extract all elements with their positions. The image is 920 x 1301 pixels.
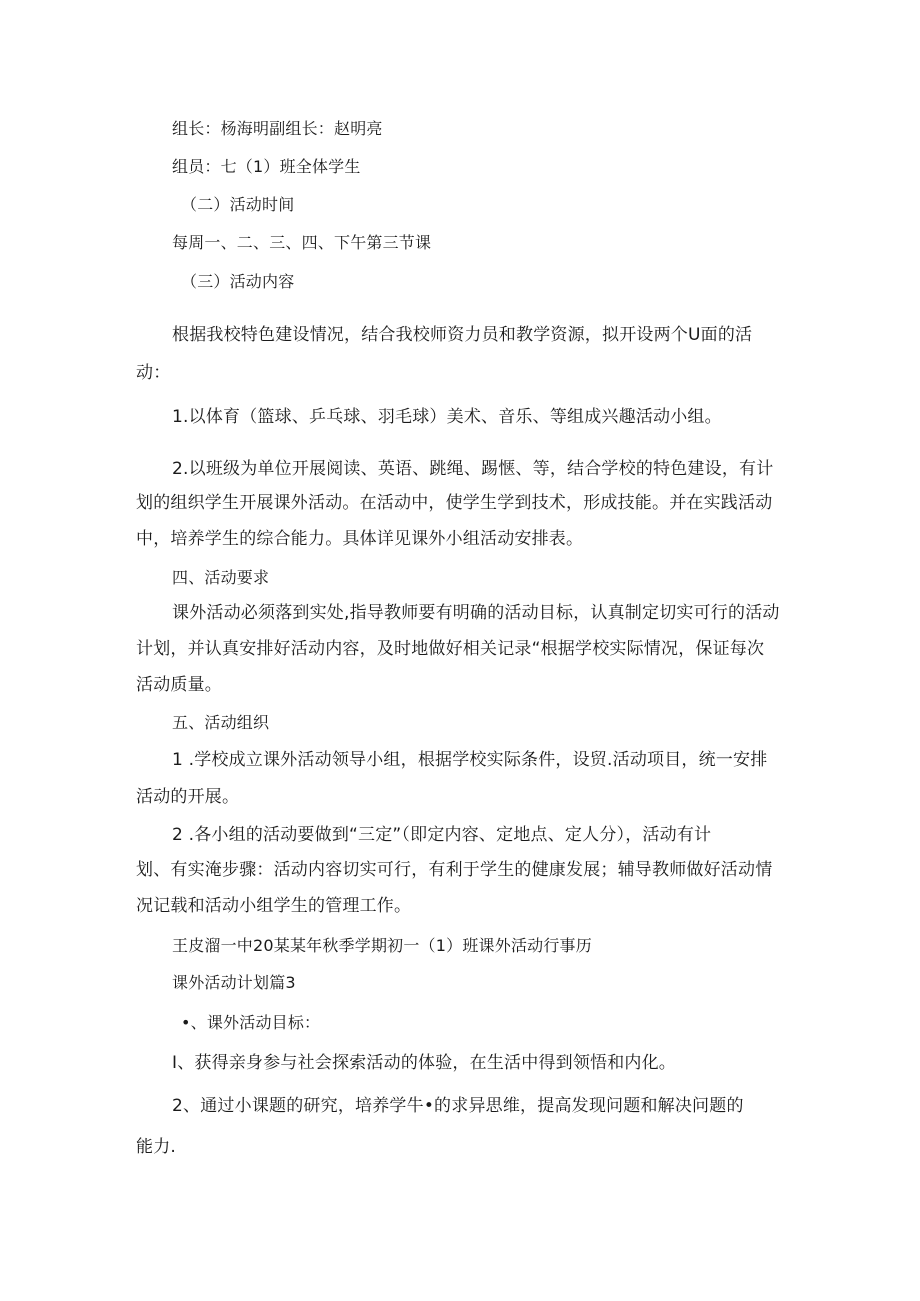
section-heading-requirements: 四、活动要求 bbox=[172, 568, 270, 587]
list-item-1: 1 .学校成立课外活动领导小组，根据学校实际条件，设贸.活动项目，统一安排 bbox=[172, 750, 768, 770]
list-item-1: I、获得亲身参与社会探索活动的体验，在生活中得到领悟和内化。 bbox=[172, 1053, 677, 1073]
list-item-1: 1.以体育（篮球、乒乓球、羽毛球）美术、音乐、等组成兴趣活动小组。 bbox=[172, 407, 722, 427]
paragraph-line: 划、有实淹步骤：活动内容切实可行，有利于学生的健康发展；辅导教师做好活动情 bbox=[136, 860, 773, 880]
paragraph-line: 况记载和活动小组学生的管理工作。 bbox=[136, 896, 412, 916]
paragraph-line: 活动的开展。 bbox=[136, 787, 240, 807]
activity-time-line: 每周一、二、三、四、下午第三节课 bbox=[172, 233, 432, 252]
paragraph-line: 活动质量。 bbox=[136, 675, 222, 695]
section-heading-organization: 五、活动组织 bbox=[172, 713, 270, 732]
paragraph-line: 计划，并认真安排好活动内容，及时地做好相关记录“根据学校实际情况，保证每次 bbox=[136, 639, 765, 659]
section-heading-activity-time: （二）活动时间 bbox=[181, 195, 295, 214]
paragraph-line: 课外活动必须落到实处,指导教师要有明确的活动目标，认真制定切实可行的活动 bbox=[172, 603, 780, 623]
paragraph-line: 划的组织学生开展课外活动。在活动中，使学生学到技术，形成技能。并在实践活动 bbox=[136, 493, 773, 513]
plan-heading: 课外活动计划篇3 bbox=[172, 973, 296, 992]
list-item-2: 2 .各小组的活动要做到“三定”（即定内容、定地点、定人分），活动有计 bbox=[172, 825, 712, 845]
paragraph-line: 中，培养学生的综合能力。具体详见课外小组活动安排表。 bbox=[136, 529, 584, 549]
section-heading-activity-content: （三）活动内容 bbox=[181, 272, 295, 291]
paragraph-line: 动： bbox=[136, 363, 171, 383]
group-leader-line: 组长：杨海明副组长：赵明亮 bbox=[172, 119, 383, 138]
section-heading-goals: •、课外活动目标： bbox=[181, 1013, 321, 1032]
list-item-2: 2、通过小课题的研究，培养学牛•的求异思维，提高发现问题和解决问题的 bbox=[172, 1096, 744, 1116]
list-item-2: 2.以班级为单位开展阅读、英语、跳绳、踢惬、等，结合学校的特色建设，有计 bbox=[172, 459, 774, 479]
group-members-line: 组员：七（1）班全体学生 bbox=[172, 157, 361, 176]
paragraph-line: 能力. bbox=[136, 1137, 177, 1157]
paragraph-line: 根据我校特色建设情况，结合我校师资力员和教学资源，拟开设两个U面的活 bbox=[172, 325, 753, 345]
calendar-title-line: 王皮溜一中20某某年秋季学期初一（1）班课外活动行事历 bbox=[172, 936, 592, 955]
